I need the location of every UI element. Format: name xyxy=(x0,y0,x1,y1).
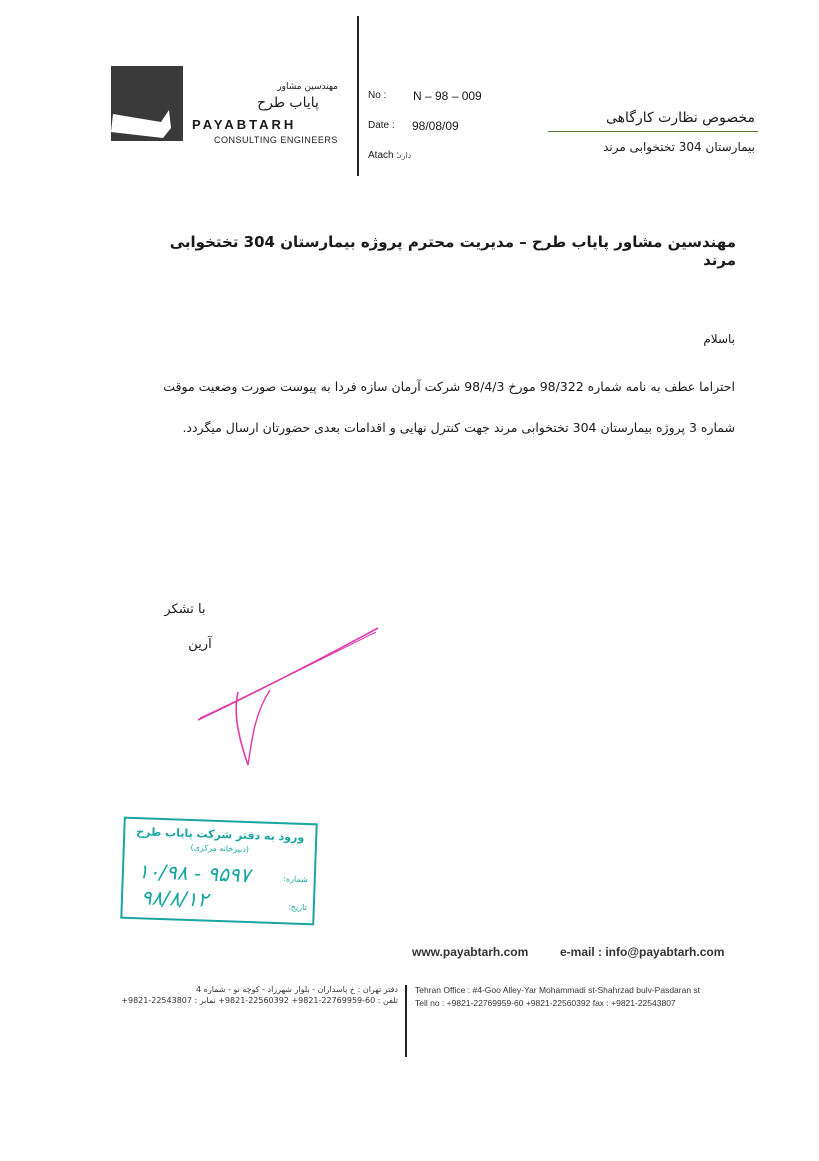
letter-paragraph-2: شماره 3 پروژه بیمارستان 304 تختخوابی مرند جهت کنترل نهایی و اقدامات بعدی حضورتان ارسال میگردد. xyxy=(182,420,735,435)
number-value: N – 98 – 009 xyxy=(413,89,482,103)
attachment-label: Atach : xyxy=(368,150,400,161)
date-label: Date : xyxy=(368,120,395,131)
signature-icon xyxy=(190,620,390,770)
footer-website: www.payabtarh.com xyxy=(412,945,529,959)
stamp-number-value: ۱۰/۹۸ - ۹۵۹۷ xyxy=(137,859,251,888)
recipient-underline xyxy=(548,131,758,132)
footer-phone-fa: تلفن : 60-22769959-9821+ 22560392-9821+ نمابر : 22543807-9821+ xyxy=(121,996,398,1005)
brand-en: PAYABTARH xyxy=(192,117,297,132)
letter-subject: مهندسین مشاور پایاب طرح – مدیریت محترم پروژه بیمارستان 304 تختخوابی مرند xyxy=(169,233,736,269)
company-logo xyxy=(111,66,183,141)
footer-address-en: Tehran Office : #4-Goo Alley-Yar Mohammadi st-Shahrzad bulv-Pasdaran st xyxy=(415,985,701,995)
stamp-subtitle: (دبیرخانه مرکزی) xyxy=(190,842,250,855)
letter-signer: آرین xyxy=(188,637,212,652)
logo-mark-icon xyxy=(111,66,183,141)
received-stamp xyxy=(120,817,317,926)
date-value: 98/08/09 xyxy=(412,119,459,133)
letter-closing: با تشکر xyxy=(164,602,206,617)
stamp-title: ورود به دفتر شرکت پایاب طرح xyxy=(135,825,305,844)
footer-phone-en: Tell no : +9821-22769959-60 +9821-22560392 fax : +9821-22543807 xyxy=(415,998,676,1008)
footer-divider xyxy=(405,985,407,1057)
footer-email: e-mail : info@payabtarh.com xyxy=(560,945,725,959)
stamp-date-value: ۹۸/۸/۱۲ xyxy=(140,885,209,912)
brand-fa-small: مهندسین مشاور xyxy=(277,82,338,92)
attachment-value: دارد xyxy=(398,151,412,160)
stamp-number-label: شماره: xyxy=(283,874,308,885)
footer-address-fa: دفتر تهران : خ پاسداران - بلوار شهرزاد - کوچه نو - شماره 4 xyxy=(196,985,398,994)
letter-greeting: باسلام xyxy=(703,332,735,346)
number-label: No : xyxy=(368,90,387,101)
header-divider xyxy=(357,16,359,176)
stamp-date-label: تاریخ: xyxy=(288,902,307,913)
brand-subtitle: CONSULTING ENGINEERS xyxy=(214,135,338,145)
brand-fa: پایاب طرح xyxy=(257,95,319,111)
recipient-line-1: مخصوص نظارت کارگاهی xyxy=(606,110,755,126)
letter-paragraph-1: احتراما عطف به نامه شماره 98/322 مورخ 98/4/3 شرکت آرمان سازه فردا به پیوست صورت وضعیت موقت xyxy=(163,379,735,394)
recipient-line-2: بیمارستان 304 تختخوابی مرند xyxy=(603,140,755,154)
